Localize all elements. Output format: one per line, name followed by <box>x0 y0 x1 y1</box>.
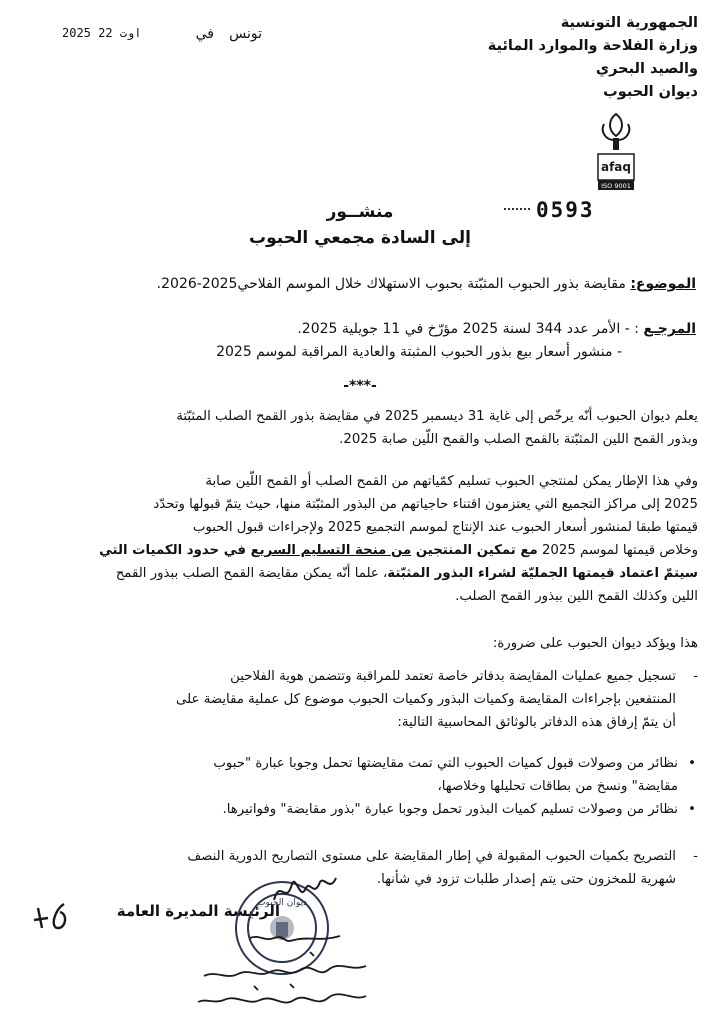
ministry-line: ديوان الحبوب <box>603 84 698 100</box>
references-block <box>16 318 696 364</box>
requirement-line: تسجيل جميع عمليات المقايضة بدفاتر خاصة تعتمد للمراقبة وتتضمن هوية الفلاحين <box>230 669 676 684</box>
bullet-line: نظائر من وصولات قبول كميات الحبوب التي تمت مقايضتها تحمل وجوبا عبارة "حبوب <box>213 756 678 771</box>
document-date: 2025 اوت 22 <box>62 26 142 40</box>
subject-line <box>16 276 696 292</box>
stamp-text: ديوان الحبوب <box>256 898 308 908</box>
document-bullet-item <box>22 798 698 821</box>
dash-mark: - <box>693 849 698 864</box>
text-run-bold: سيتمّ اعتماد قيمتها الجمليّة لشراء البذور المثبّتة <box>387 566 698 581</box>
reference-number: 0593 <box>536 198 595 222</box>
place-name: تونس <box>229 26 262 42</box>
ministry-line: وزارة الفلاحة والموارد المائية <box>487 38 698 54</box>
text-run: وخلاص قيمتها لموسم 2025 <box>537 543 698 558</box>
requirement-item <box>22 845 698 891</box>
logo-subtext: ISO 9001 <box>601 182 631 190</box>
signature-title: الرئيسة المديرة العامة <box>116 902 280 920</box>
dash-mark: - <box>693 669 698 684</box>
handwritten-initial-icon <box>24 900 74 932</box>
bullet-mark: • <box>688 756 696 771</box>
paragraph-line: وبذور القمح اللين المثبّتة بالقمح الصلب والقمح اللّين صابة 2025. <box>339 432 698 447</box>
requirement-line: المنتفعين بإجراءات المقايضة وكميات البذور وكميات الحبوب موضوع كل عملية مقايضة على <box>176 692 676 707</box>
requirement-line: أن يتمّ إرفاق هذه الدفاتر بالوثائق المحاسبية التالية: <box>397 715 676 730</box>
paragraph-line <box>18 562 698 585</box>
paragraph-line: يعلم ديوان الحبوب أنّه يرخّص إلى غاية 31 ديسمبر 2025 في مقايضة بذور القمح الصلب المثبّتة <box>176 409 698 424</box>
document-bullet-item <box>22 752 698 798</box>
text-run-bold: في حدود الكميات التي <box>99 543 251 558</box>
paragraph-line: قيمتها طبقا لمنشور أسعار الحبوب عند الإنتاج لموسم التجميع 2025 ولإجراءات قبول الحبوب <box>192 520 698 535</box>
paragraph-line: هذا ويؤكد ديوان الحبوب على ضرورة: <box>492 636 698 651</box>
bullet-mark: • <box>688 802 696 817</box>
office-logo-icon <box>596 110 636 194</box>
text-run: ، علما أنّه يمكن مقايضة القمح الصلب ببذور القمح <box>115 566 388 581</box>
ministry-line: والصيد البحري <box>595 61 698 77</box>
place-date <box>62 24 262 48</box>
references-label: المرجـع <box>643 321 696 337</box>
paragraph-line: 2025 إلى مراكز التجميع التي يعتزمون اقتناء حاجياتهم من البذور المثبّتة منها، حيث يتمّ قبولها وتحدّد <box>153 497 698 512</box>
paragraph-line <box>18 539 698 562</box>
handwritten-name-icon <box>190 926 380 1016</box>
document-title: منشــور <box>326 202 394 222</box>
place-preposition: في <box>195 26 214 42</box>
ministry-header <box>487 12 698 104</box>
paragraph-line: وفي هذا الإطار يمكن لمنتجي الحبوب تسليم كمّياتهم من القمح الصلب أو القمح اللّين صابة <box>205 474 698 489</box>
document-recipient: إلى السادة مجمعي الحبوب <box>249 228 471 248</box>
subject-text: مقايضة بذور الحبوب المثبّتة بحبوب الاستهلاك خلال الموسم الفلاحي2025-2026. <box>156 276 631 292</box>
paragraph-requirements-intro <box>18 632 698 655</box>
reference-item: - منشور أسعار بيع بذور الحبوب المثبتة والعادية المراقبة لموسم 2025 <box>216 344 622 360</box>
text-run-bold-underlined: من منحة التسليم السريع <box>250 543 412 558</box>
handwritten-signature-icon <box>270 870 340 910</box>
paragraph-intro <box>18 405 698 451</box>
paragraph-procedure <box>18 470 698 608</box>
ministry-line: الجمهورية التونسية <box>560 15 698 31</box>
text-run-bold: مع تمكين المنتجين <box>411 543 538 558</box>
paragraph-line: اللين وكذلك القمح اللين ببذور القمح الصلب. <box>455 589 698 604</box>
separator: -***- <box>343 378 377 394</box>
reference-item: : - الأمر عدد 344 لسنة 2025 مؤرّخ في 11 جويلية 2025. <box>297 321 639 337</box>
bullet-line: نظائر من وصولات تسليم كميات البذور تحمل وجوبا عبارة "بذور مقايضة" وفواتيرها. <box>222 802 678 817</box>
requirement-item <box>22 665 698 734</box>
requirement-line: التصريح بكميات الحبوب المقبولة في إطار المقايضة على مستوى التصاريح الدورية النصف <box>187 849 676 864</box>
requirement-line: شهرية للمخزون حتى يتم إصدار طلبات تزود في شأنها. <box>376 872 676 887</box>
bullet-line: مقايضة" ونسخ من بطاقات تحليلها وخلاصها، <box>437 779 678 794</box>
subject-label: الموضوع: <box>630 276 696 292</box>
logo-text: afaq <box>600 160 632 174</box>
